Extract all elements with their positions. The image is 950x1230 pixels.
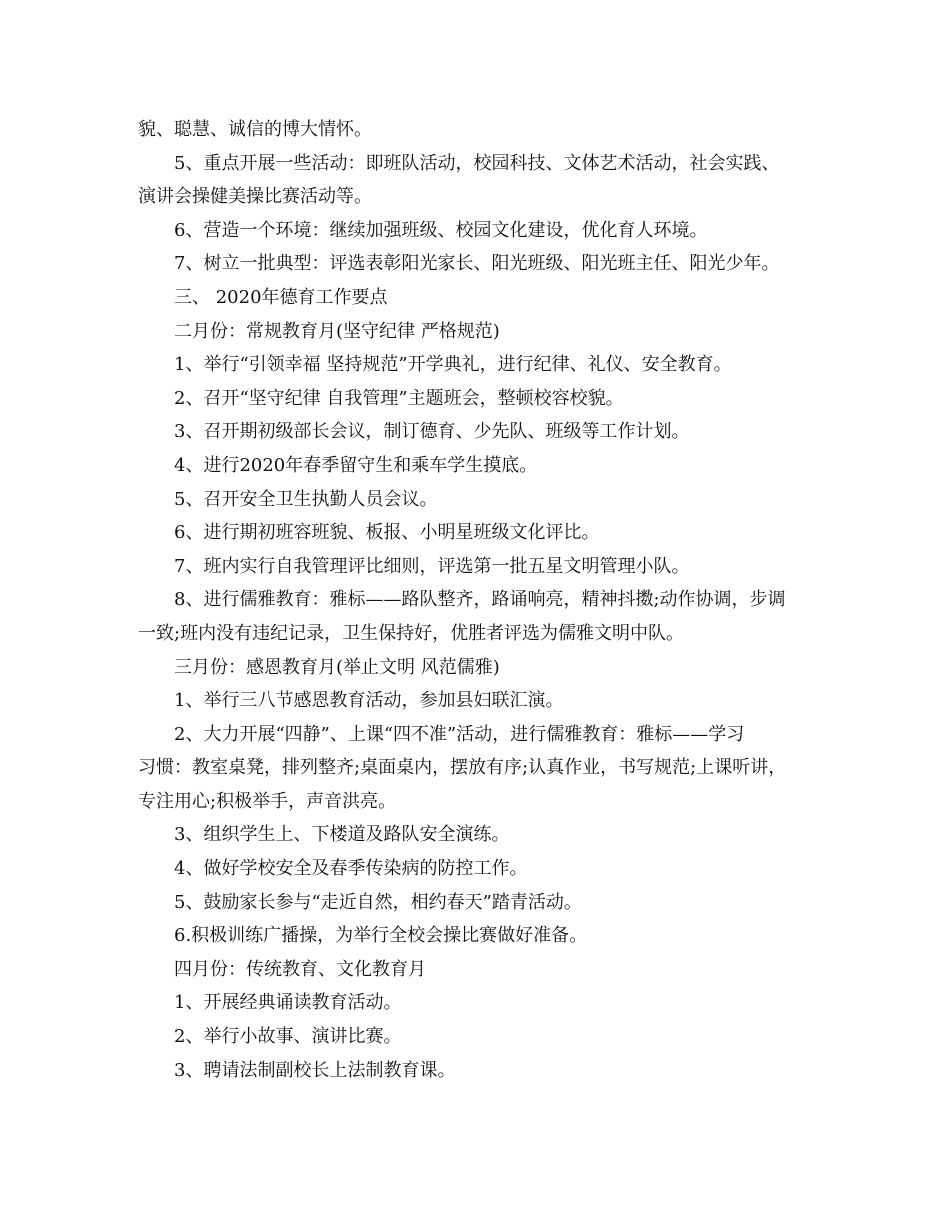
text-line: 2、大力开展“四静”、上课“四不准”活动，进行儒雅教育：雅标——学习 <box>174 723 745 745</box>
month-heading: 四月份：传统教育、文化教育月 <box>174 958 426 980</box>
month-heading: 二月份：常规教育月(坚守纪律 严格规范) <box>174 320 500 342</box>
text-line: 5、召开安全卫生执勤人员会议。 <box>174 488 438 510</box>
text-line: 1、举行三八节感恩教育活动，参加县妇联汇演。 <box>174 690 564 712</box>
text-line: 7、树立一批典型：评选表彰阳光家长、阳光班级、阳光班主任、阳光少年。 <box>174 253 780 275</box>
text-line: 1、开展经典诵读教育活动。 <box>174 992 402 1014</box>
text-line: 6、进行期初班容班貌、板报、小明星班级文化评比。 <box>174 522 600 544</box>
text-line: 4、做好学校安全及春季传染病的防控工作。 <box>174 858 528 880</box>
document-body <box>138 113 818 1087</box>
text-line: 6.积极训练广播操，为举行全校会操比赛做好准备。 <box>174 925 588 947</box>
text-line: 7、班内实行自我管理评比细则，评选第一批五星文明管理小队。 <box>174 555 690 577</box>
text-line: 演讲会操健美操比赛活动等。 <box>138 186 372 208</box>
text-line: 5、重点开展一些活动：即班队活动，校园科技、文体艺术活动，社会实践、 <box>174 152 780 174</box>
text-line: 3、聘请法制副校长上法制教育课。 <box>174 1059 456 1081</box>
text-line: 一致;班内没有违纪记录，卫生保持好，优胜者评选为儒雅文明中队。 <box>138 622 685 644</box>
text-line: 专注用心;积极举手，声音洪亮。 <box>138 790 397 812</box>
text-line: 习惯：教室桌凳，排列整齐;桌面桌内，摆放有序;认真作业，书写规范;上课听讲， <box>138 757 787 779</box>
text-line: 3、召开期初级部长会议，制订德育、少先队、班级等工作计划。 <box>174 421 690 443</box>
text-line: 2、举行小故事、演讲比赛。 <box>174 1026 402 1048</box>
text-line: 3、组织学生上、下楼道及路队安全演练。 <box>174 824 510 846</box>
month-heading: 三月份：感恩教育月(举止文明 风范儒雅) <box>174 656 500 678</box>
text-line: 8、进行儒雅教育：雅标——路队整齐，路诵响亮，精神抖擞;动作协调，步调 <box>174 589 786 611</box>
text-line: 2、召开“坚守纪律 自我管理”主题班会，整顿校容校貌。 <box>174 387 624 409</box>
text-line: 5、鼓励家长参与“走近自然，相约春天”踏青活动。 <box>174 891 582 913</box>
text-line: 貌、聪慧、诚信的博大情怀。 <box>138 119 372 140</box>
text-line: 4、进行2020年春季留守生和乘车学生摸底。 <box>174 454 538 476</box>
text-line: 6、营造一个环境：继续加强班级、校园文化建设，优化育人环境。 <box>174 219 708 241</box>
section-heading: 三、 2020年德育工作要点 <box>174 286 388 308</box>
text-line: 1、举行“引领幸福 坚持规范”开学典礼，进行纪律、礼仪、安全教育。 <box>174 354 732 376</box>
